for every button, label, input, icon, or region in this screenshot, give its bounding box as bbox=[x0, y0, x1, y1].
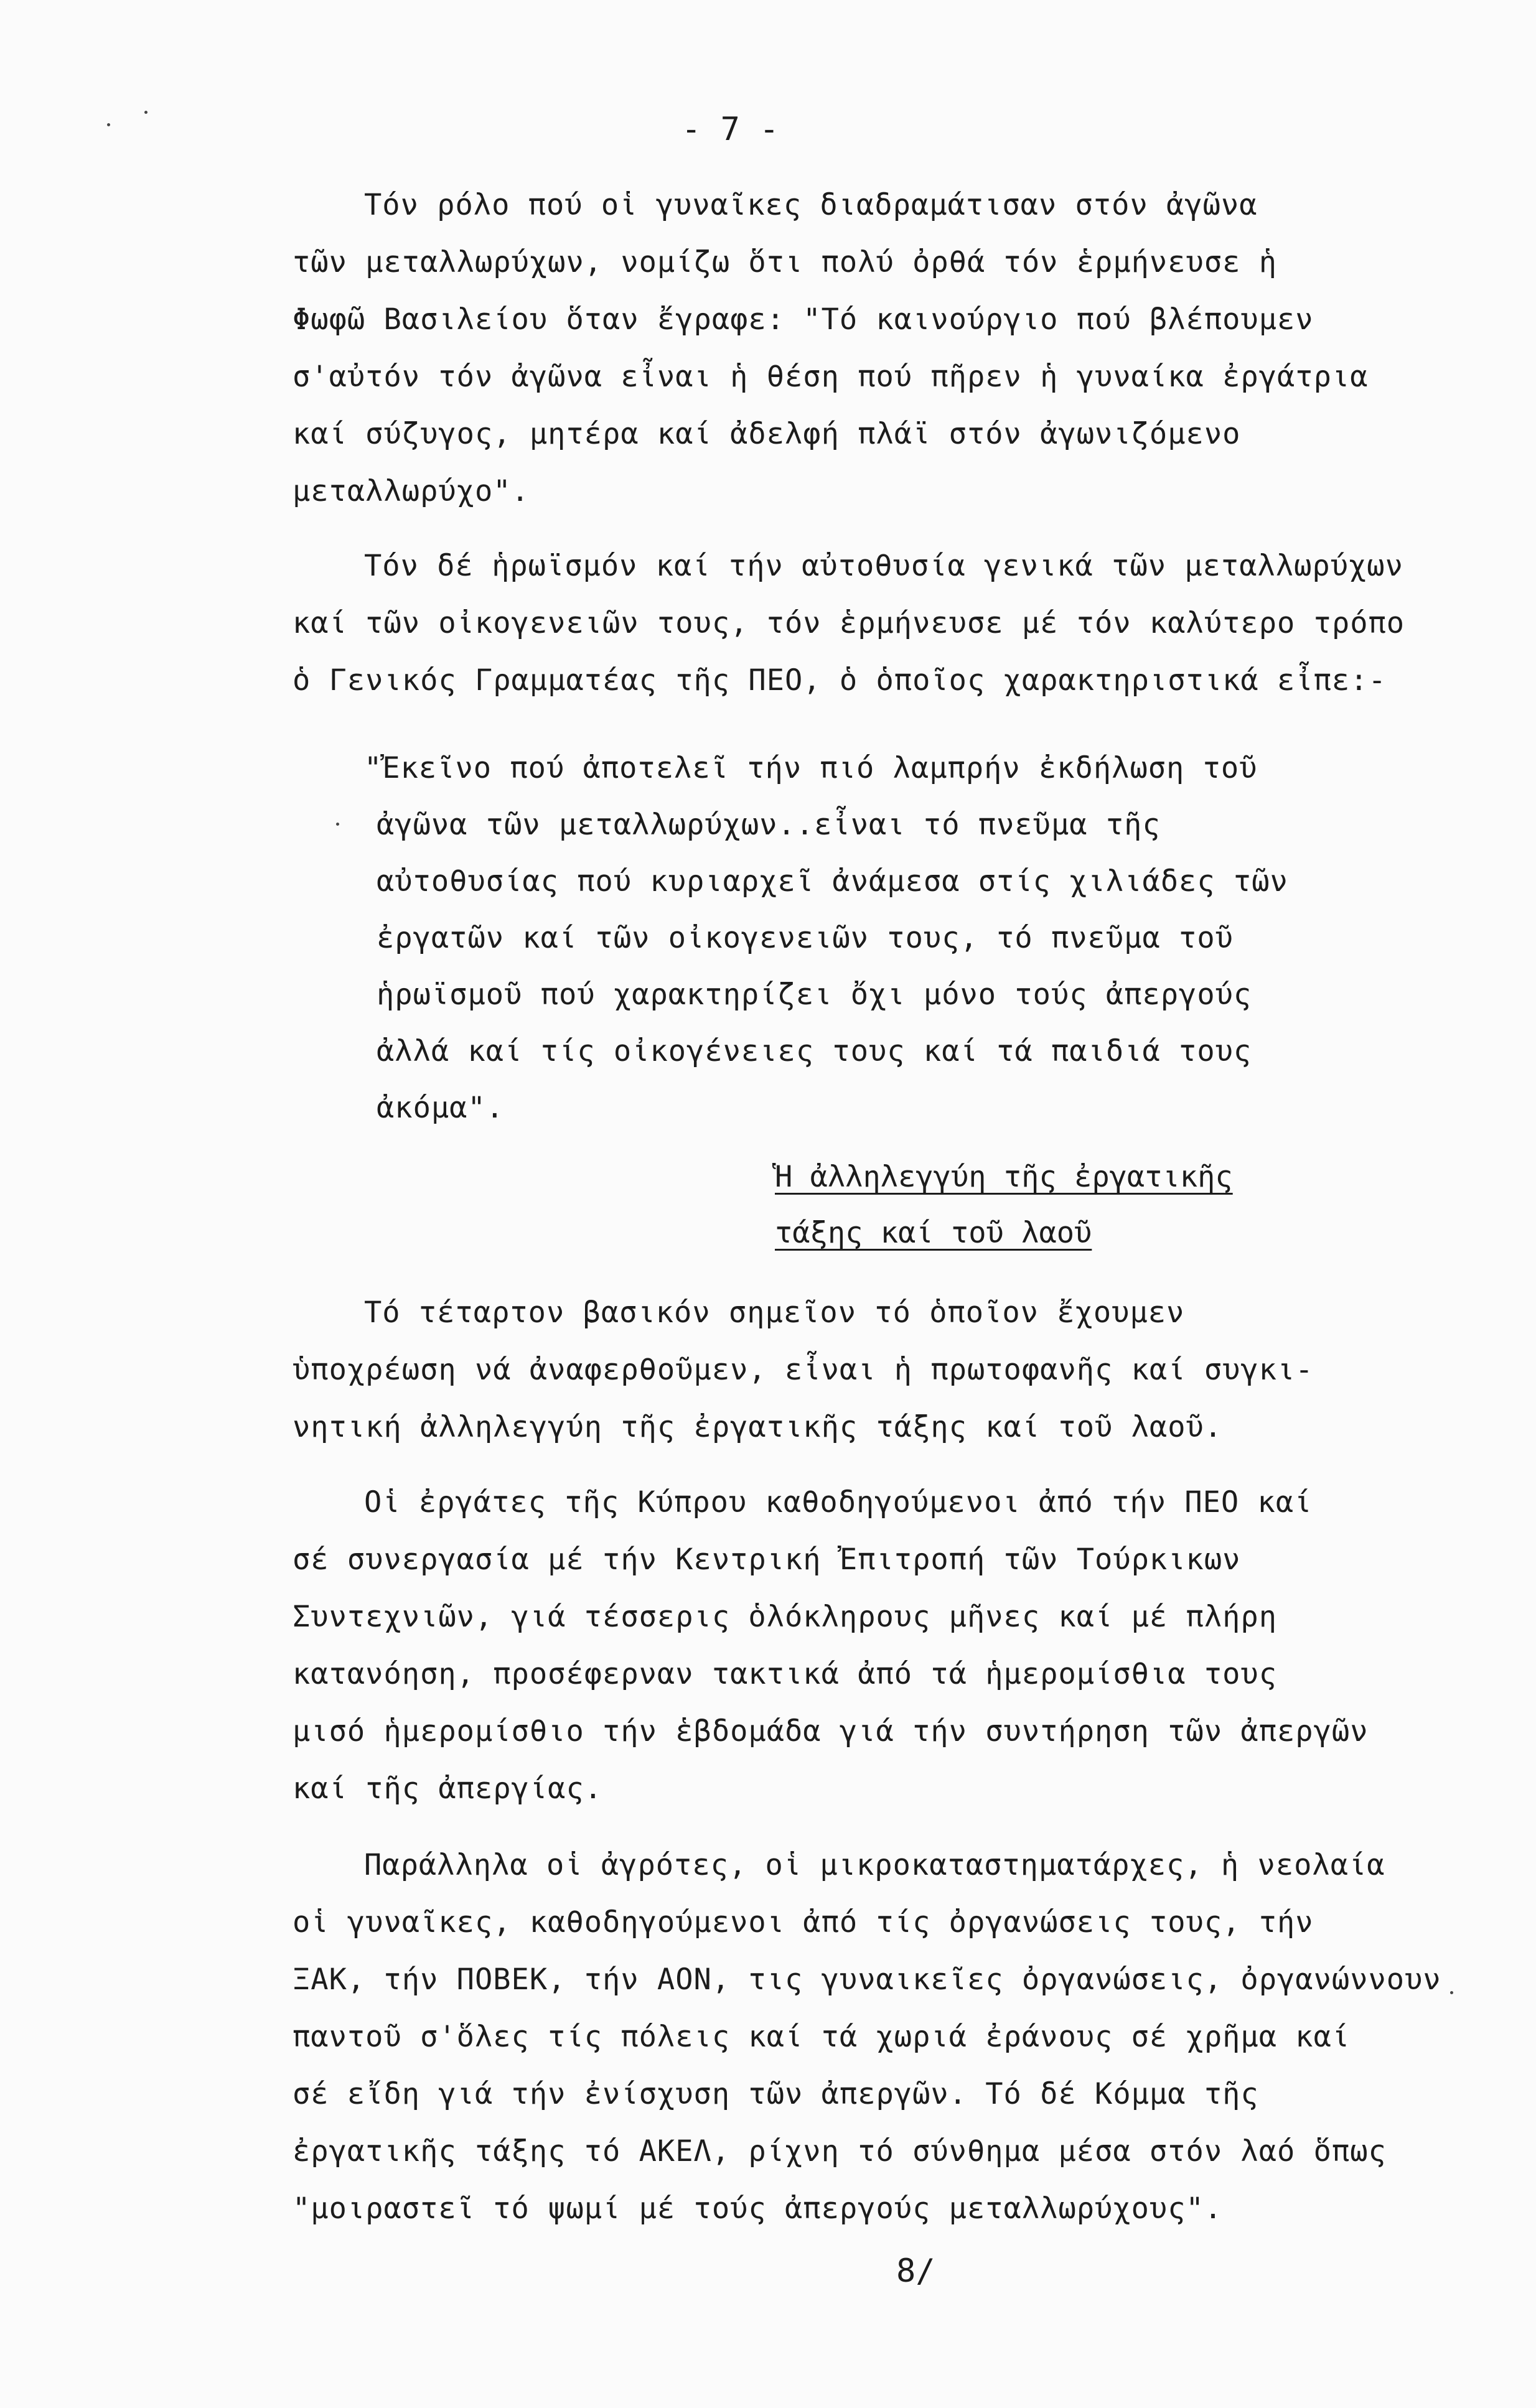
scan-speck bbox=[107, 123, 110, 126]
paragraph-1-line-3: Φωφῶ Βασιλείου ὅταν ἔγραφε: "Τό καινούργιο πού βλέπουμεν bbox=[293, 302, 1314, 337]
paragraph-5-line-4: κατανόηση, προσέφερναν τακτικά ἀπό τά ἡμερομίσθια τους bbox=[293, 1657, 1278, 1691]
paragraph-6-line-3: ΞΑΚ, τήν ΠΟΒΕΚ, τήν ΑΟΝ, τις γυναικεῖες ὀργανώσεις, ὀργανώννουν bbox=[293, 1962, 1441, 1997]
scan-speck bbox=[144, 111, 148, 114]
paragraph-5-line-2: σέ συνεργασία μέ τήν Κεντρική Ἐπιτροπή τῶν Τούρκικων bbox=[293, 1542, 1241, 1577]
quote-line-7: ἀκόμα". bbox=[377, 1091, 505, 1125]
quote-line-2: ἀγῶνα τῶν μεταλλωρύχων..εἶναι τό πνεῦμα τῆς bbox=[377, 808, 1161, 842]
paragraph-1-line-1: Τόν ρόλο πού οἱ γυναῖκες διαδραμάτισαν στόν ἀγῶνα bbox=[364, 188, 1258, 222]
paragraph-6-line-5: σέ εἴδη γιά τήν ἐνίσχυση τῶν ἀπεργῶν. Τό δέ Κόμμα τῆς bbox=[293, 2077, 1259, 2111]
quote-line-3: αὐτοθυσίας πού κυριαρχεῖ ἀνάμεσα στίς χιλιάδες τῶν bbox=[377, 864, 1288, 898]
section-heading-line-2: τάξης καί τοῦ λαοῦ bbox=[775, 1216, 1092, 1250]
scan-speck bbox=[1450, 1991, 1453, 1994]
paragraph-6-line-7: "μοιραστεῖ τό ψωμί μέ τούς ἀπεργούς μεταλλωρύχους". bbox=[293, 2191, 1223, 2226]
paragraph-2-line-1: Τόν δέ ἡρωϊσμόν καί τήν αὐτοθυσία γενικά τῶν μεταλλωρύχων bbox=[364, 549, 1403, 583]
paragraph-5-line-6: καί τῆς ἀπεργίας. bbox=[293, 1771, 603, 1806]
section-heading-line-1: Ἡ ἀλληλεγγύη τῆς ἐργατικῆς bbox=[775, 1160, 1233, 1194]
quote-line-1: "Ἐκεῖνο πού ἀποτελεῖ τήν πιό λαμπρήν ἐκδήλωση τοῦ bbox=[364, 751, 1258, 785]
paragraph-1-line-6: μεταλλωρύχο". bbox=[293, 474, 530, 508]
scan-speck bbox=[336, 823, 339, 826]
quote-line-4: ἐργατῶν καί τῶν οἰκογενειῶν τους, τό πνεῦμα τοῦ bbox=[377, 921, 1234, 955]
paragraph-5-line-5: μισό ἡμερομίσθιο τήν ἑβδομάδα γιά τήν συντήρηση τῶν ἀπεργῶν bbox=[293, 1714, 1369, 1748]
paragraph-1-line-2: τῶν μεταλλωρύχων, νομίζω ὅτι πολύ ὀρθά τόν ἑρμήνευσε ἡ bbox=[293, 245, 1278, 279]
paragraph-1-line-5: καί σύζυγος, μητέρα καί ἀδελφή πλάϊ στόν ἀγωνιζόμενο bbox=[293, 417, 1241, 451]
paragraph-6-line-4: παντοῦ σ'ὅλες τίς πόλεις καί τά χωριά ἐράνους σέ χρῆμα καί bbox=[293, 2020, 1351, 2054]
paragraph-5-line-1: Οἱ ἐργάτες τῆς Κύπρου καθοδηγούμενοι ἀπό τήν ΠΕΟ καί bbox=[364, 1485, 1313, 1519]
paragraph-6-line-1: Παράλληλα οἱ ἀγρότες, οἱ μικροκαταστηματάρχες, ἡ νεολαία bbox=[364, 1848, 1385, 1882]
paragraph-1-line-4: σ'αὐτόν τόν ἀγῶνα εἶναι ἡ θέση πού πῆρεν ἡ γυναίκα ἐργάτρια bbox=[293, 360, 1369, 394]
paragraph-2-line-2: καί τῶν οἰκογενειῶν τους, τόν ἑρμήνευσε μέ τόν καλύτερο τρόπο bbox=[293, 606, 1405, 640]
paragraph-2-line-3: ὁ Γενικός Γραμματέας τῆς ΠΕΟ, ὁ ὁποῖος χαρακτηριστικά εἶπε:- bbox=[293, 663, 1387, 698]
paragraph-4-line-3: νητική ἀλληλεγγύη τῆς ἐργατικῆς τάξης καί τοῦ λαοῦ. bbox=[293, 1410, 1223, 1444]
next-page-marker: 8/ bbox=[896, 2252, 935, 2290]
paragraph-4-line-1: Τό τέταρτον βασικόν σημεῖον τό ὁποῖον ἔχουμεν bbox=[364, 1295, 1185, 1330]
paragraph-4-line-2: ὑποχρέωση νά ἀναφερθοῦμεν, εἶναι ἡ πρωτοφανῆς καί συγκι- bbox=[293, 1353, 1314, 1387]
paragraph-5-line-3: Συντεχνιῶν, γιά τέσσερις ὁλόκληρους μῆνες καί μέ πλήρη bbox=[293, 1600, 1278, 1634]
paragraph-6-line-6: ἐργατικῆς τάξης τό ΑΚΕΛ, ρίχνη τό σύνθημα μέσα στόν λαό ὅπως bbox=[293, 2134, 1387, 2168]
quote-line-6: ἀλλά καί τίς οἰκογένειες τους καί τά παιδιά τους bbox=[377, 1034, 1252, 1068]
quote-line-5: ἡρωϊσμοῦ πού χαρακτηρίζει ὄχι μόνο τούς ἀπεργούς bbox=[377, 978, 1252, 1012]
paragraph-6-line-2: οἱ γυναῖκες, καθοδηγούμενοι ἀπό τίς ὀργανώσεις τους, τήν bbox=[293, 1905, 1314, 1939]
page-number: - 7 - bbox=[681, 111, 779, 148]
